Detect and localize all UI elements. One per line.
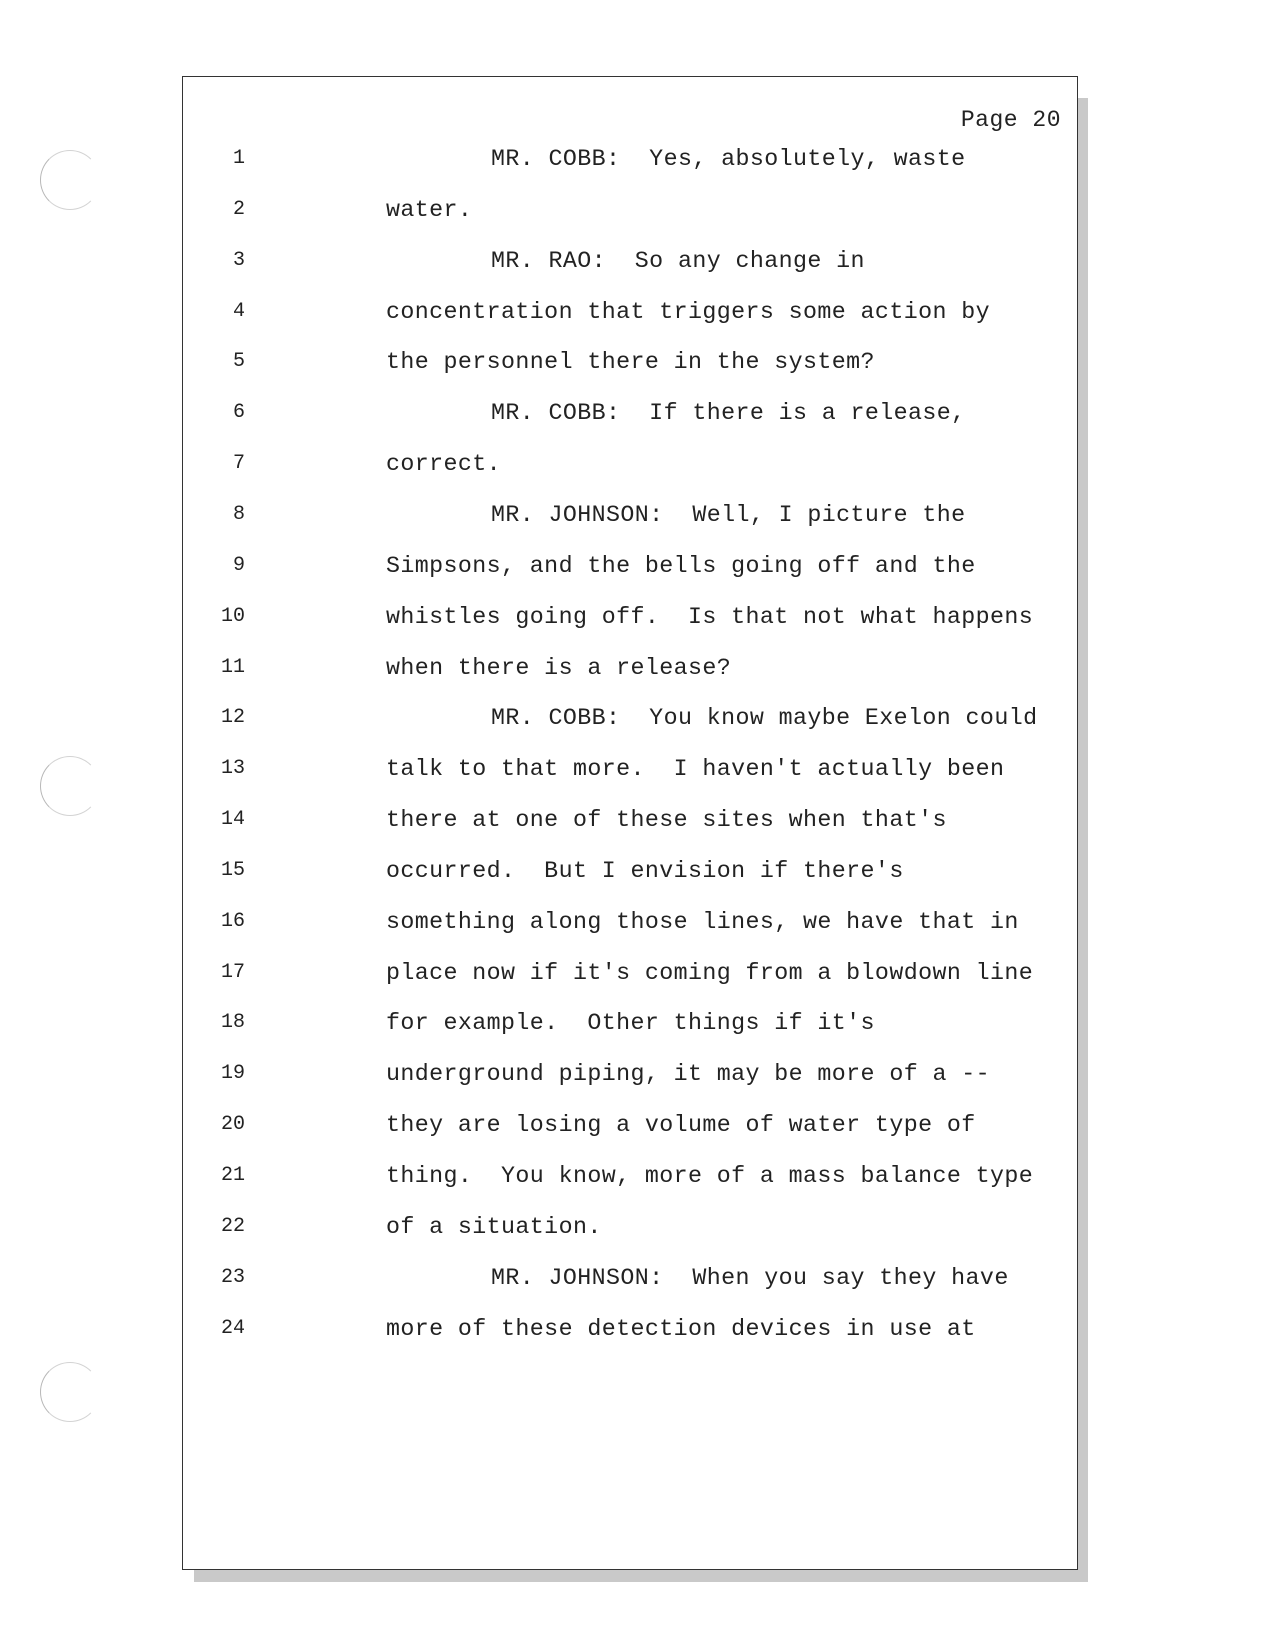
- transcript-line: [183, 1059, 1077, 1089]
- line-text: thing. You know, more of a mass balance type: [386, 1163, 1034, 1189]
- transcript-line: [183, 297, 1077, 327]
- line-text: whistles going off. Is that not what happens: [386, 603, 1034, 630]
- transcript-line: [183, 1161, 1077, 1191]
- transcript-line: [183, 246, 1077, 276]
- line-number: 17: [220, 960, 245, 984]
- line-text: underground piping, it may be more of a --: [386, 1061, 990, 1088]
- line-text: MR. JOHNSON: When you say they have: [491, 1264, 1009, 1291]
- line-text: talk to that more. I haven't actually been: [386, 756, 1005, 783]
- line-number: 1: [232, 147, 245, 170]
- line-text: for example. Other things if it's: [386, 1010, 875, 1037]
- transcript-line: [183, 856, 1077, 886]
- line-number: 4: [232, 299, 245, 323]
- line-text: MR. COBB: If there is a release,: [491, 400, 966, 427]
- line-text: MR. RAO: So any change in: [491, 247, 865, 274]
- line-text: water.: [386, 196, 473, 223]
- line-number: 5: [232, 350, 245, 374]
- line-number: 3: [232, 248, 245, 272]
- line-number: 6: [232, 401, 245, 425]
- line-number: 19: [220, 1062, 245, 1086]
- binder-hole-bottom: [40, 1362, 100, 1422]
- line-text: there at one of these sites when that's: [386, 807, 947, 834]
- line-number: 7: [232, 452, 245, 476]
- line-number: 2: [232, 197, 245, 221]
- line-number: 14: [220, 808, 245, 832]
- line-number: 18: [220, 1011, 245, 1035]
- line-text: when there is a release?: [386, 654, 732, 681]
- transcript-line: [183, 754, 1077, 784]
- page-number: Page 20: [960, 107, 1061, 133]
- line-number: 16: [220, 909, 245, 933]
- line-text: Simpsons, and the bells going off and the: [386, 552, 976, 579]
- line-number: 22: [220, 1214, 245, 1238]
- transcript-line: [183, 1314, 1077, 1344]
- line-number: 11: [220, 655, 245, 679]
- line-number: 21: [220, 1164, 245, 1187]
- line-text: they are losing a volume of water type of: [386, 1112, 976, 1139]
- line-text: correct.: [386, 451, 502, 478]
- transcript-line: [183, 449, 1077, 479]
- transcript-line: [183, 144, 1077, 174]
- transcript-line: [183, 907, 1077, 937]
- line-text: the personnel there in the system?: [386, 349, 875, 376]
- line-text: occurred. But I envision if there's: [386, 857, 904, 884]
- transcript-line: [183, 1212, 1077, 1242]
- line-text: concentration that triggers some action by: [386, 298, 990, 325]
- transcript-line: [183, 500, 1077, 530]
- transcript-line: [183, 1263, 1077, 1293]
- line-text: more of these detection devices in use at: [386, 1315, 976, 1342]
- line-text: of a situation.: [386, 1213, 602, 1240]
- transcript-line: [183, 958, 1077, 988]
- binder-hole-middle: [40, 756, 100, 816]
- transcript-line: [183, 398, 1077, 428]
- transcript-line: [183, 602, 1077, 632]
- line-text: MR. JOHNSON: Well, I picture the: [491, 501, 966, 528]
- line-number: 8: [232, 502, 245, 526]
- transcript-line: [183, 551, 1077, 581]
- binder-hole-top: [40, 150, 100, 210]
- line-text: place now if it's coming from a blowdown line: [386, 959, 1034, 986]
- transcript-line: [183, 703, 1077, 733]
- transcript-line: [183, 1008, 1077, 1038]
- line-text: MR. COBB: Yes, absolutely, waste: [491, 146, 966, 172]
- line-number: 9: [232, 553, 245, 577]
- line-number: 13: [220, 757, 245, 781]
- transcript-page: [182, 76, 1078, 1570]
- line-number: 23: [220, 1265, 245, 1289]
- transcript-line: [183, 195, 1077, 225]
- transcript-line: [183, 805, 1077, 835]
- transcript-line: [183, 1110, 1077, 1140]
- line-text: something along those lines, we have that in: [386, 908, 1019, 935]
- line-number: 15: [220, 858, 245, 882]
- transcript-line: [183, 347, 1077, 377]
- line-number: 20: [220, 1113, 245, 1137]
- line-number: 10: [220, 604, 245, 628]
- transcript-line: [183, 653, 1077, 683]
- line-number: 24: [220, 1316, 245, 1340]
- line-number: 12: [220, 706, 245, 730]
- line-text: MR. COBB: You know maybe Exelon could: [491, 705, 1038, 732]
